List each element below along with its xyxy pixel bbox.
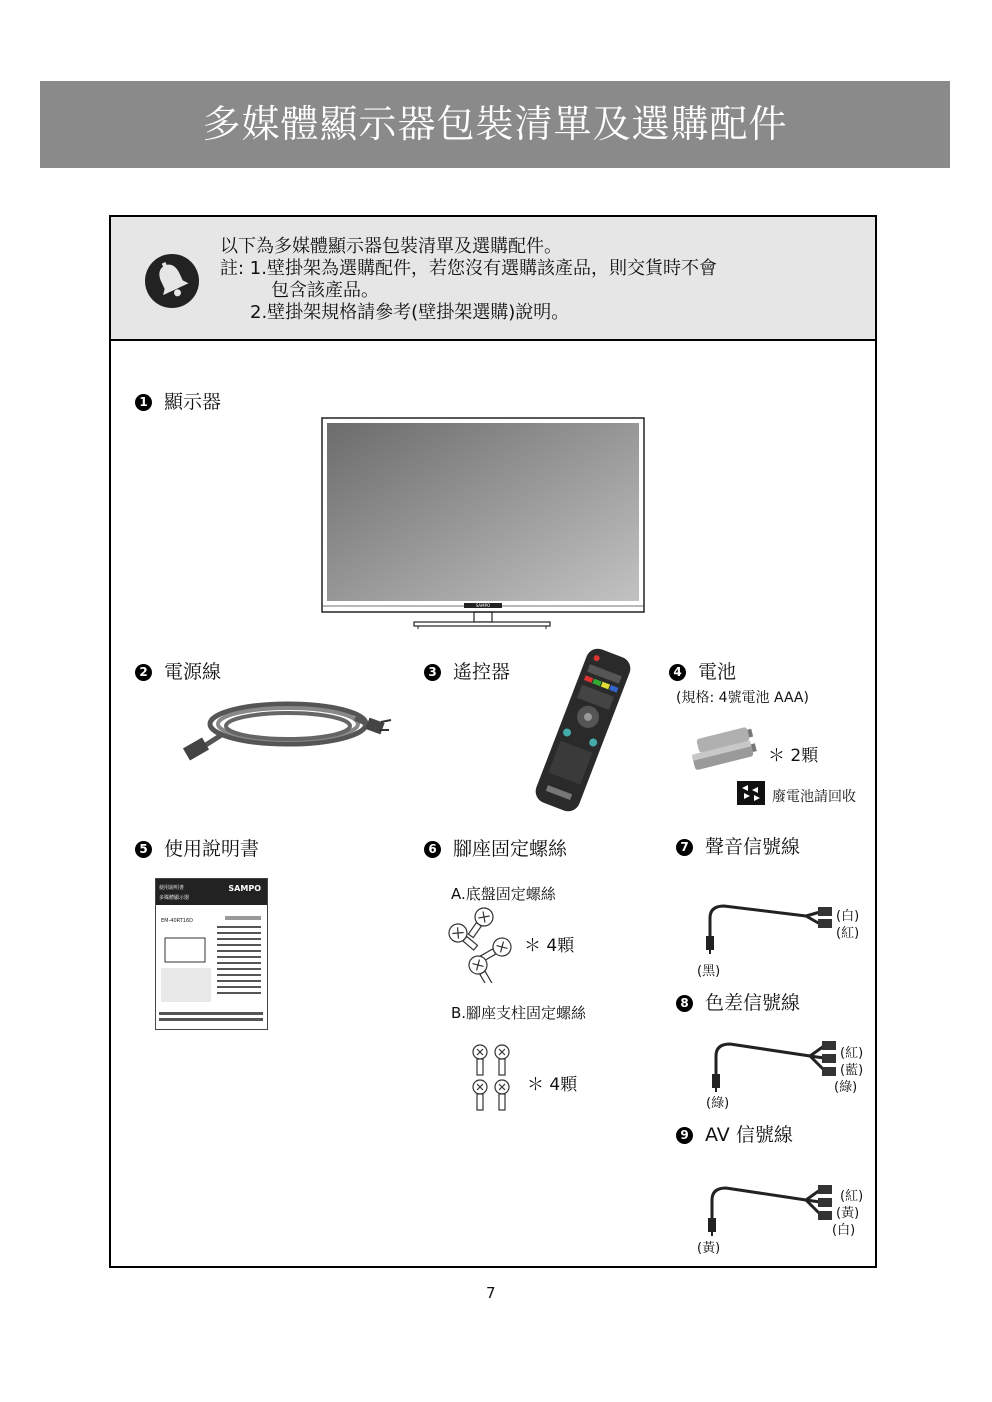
item-number: 9 <box>676 1127 693 1144</box>
item-label-text: 使用說明書 <box>164 838 260 860</box>
item-screws-label <box>424 834 567 861</box>
component-cable-plug-tag: (綠) <box>706 1096 730 1111</box>
power-cord-illustration <box>183 690 393 765</box>
notice-line-2: 註: 1.壁掛架為選購配件，若您沒有選購該產品，則交貨時不會 <box>220 258 717 279</box>
av-cable-illustration <box>702 1180 842 1238</box>
component-cable-tag-1: (紅) <box>840 1046 864 1061</box>
screws-b-qty: ＊ 4顆 <box>527 1075 578 1095</box>
battery-spec: (規格: 4號電池 AAA) <box>676 690 809 706</box>
manual-model: EM-40RT16D <box>161 918 194 924</box>
item-label-text: 腳座固定螺絲 <box>453 838 568 860</box>
recycle-icon <box>736 780 766 806</box>
item-battery-label <box>669 657 736 684</box>
bell-icon <box>143 252 201 310</box>
av-cable-tag-3: (白) <box>832 1223 856 1238</box>
screws-a-label: A.底盤固定螺絲 <box>451 885 556 903</box>
audio-cable-tag-2: (紅) <box>836 926 860 941</box>
av-cable-tag-2: (黃) <box>836 1206 860 1221</box>
item-number: 7 <box>676 839 693 856</box>
av-cable-tag-1: (紅) <box>840 1189 864 1204</box>
item-number: 2 <box>135 664 152 681</box>
item-power-cord-label <box>135 657 221 684</box>
audio-cable-tag-1: (白) <box>836 909 860 924</box>
item-label-text: 電源線 <box>164 661 222 683</box>
tv-illustration <box>318 416 648 634</box>
screws-b-label: B.腳座支柱固定螺絲 <box>451 1004 587 1022</box>
item-display-label <box>135 387 221 414</box>
item-label-text: 顯示器 <box>164 391 222 413</box>
item-number: 3 <box>424 664 441 681</box>
screws-a-illustration <box>444 905 524 983</box>
notice-line-1: 以下為多媒體顯示器包裝清單及選購配件。 <box>220 236 562 257</box>
notice-line-4: 2.壁掛架規格請參考(壁掛架選購)說明。 <box>250 302 570 323</box>
item-label-text: 遙控器 <box>453 661 511 683</box>
item-number: 8 <box>676 995 693 1012</box>
item-number: 1 <box>135 394 152 411</box>
manual-line-2: 多媒體顯示器 <box>159 895 190 901</box>
item-component-cable-label <box>676 988 800 1015</box>
battery-qty: ＊ 2顆 <box>768 746 819 766</box>
av-cable-plug-tag: (黃) <box>697 1241 721 1256</box>
manual-line-1: 使用說明書 <box>159 885 185 891</box>
item-label-text: AV 信號線 <box>705 1124 793 1146</box>
tv-brand: SAMPO <box>475 603 491 608</box>
page-title: 多媒體顯示器包裝清單及選購配件 <box>202 102 788 146</box>
battery-illustration <box>686 727 762 777</box>
item-manual-label <box>135 834 259 861</box>
remote-illustration <box>526 644 640 816</box>
component-cable-illustration <box>706 1036 846 1094</box>
page-number: 7 <box>486 1284 496 1302</box>
item-av-cable-label <box>676 1120 793 1147</box>
component-cable-tag-2: (藍) <box>840 1063 864 1078</box>
item-number: 6 <box>424 841 441 858</box>
item-label-text: 色差信號線 <box>705 992 801 1014</box>
item-audio-cable-label <box>676 832 800 859</box>
notice-line-3: 包含該產品。 <box>271 280 379 301</box>
recycle-text: 廢電池請回收 <box>772 789 856 805</box>
header-band <box>40 81 950 168</box>
item-label-text: 聲音信號線 <box>705 836 801 858</box>
audio-cable-illustration <box>700 896 840 956</box>
item-number: 5 <box>135 841 152 858</box>
audio-cable-plug-tag: (黑) <box>697 964 721 979</box>
item-remote-label <box>424 657 510 684</box>
screws-a-qty: ＊ 4顆 <box>524 936 575 956</box>
manual-brand: SAMPO <box>228 884 261 893</box>
item-number: 4 <box>669 664 686 681</box>
component-cable-tag-3: (綠) <box>834 1080 858 1095</box>
screws-b-illustration <box>470 1043 514 1115</box>
manual-illustration <box>155 878 268 1030</box>
item-label-text: 電池 <box>698 661 737 683</box>
